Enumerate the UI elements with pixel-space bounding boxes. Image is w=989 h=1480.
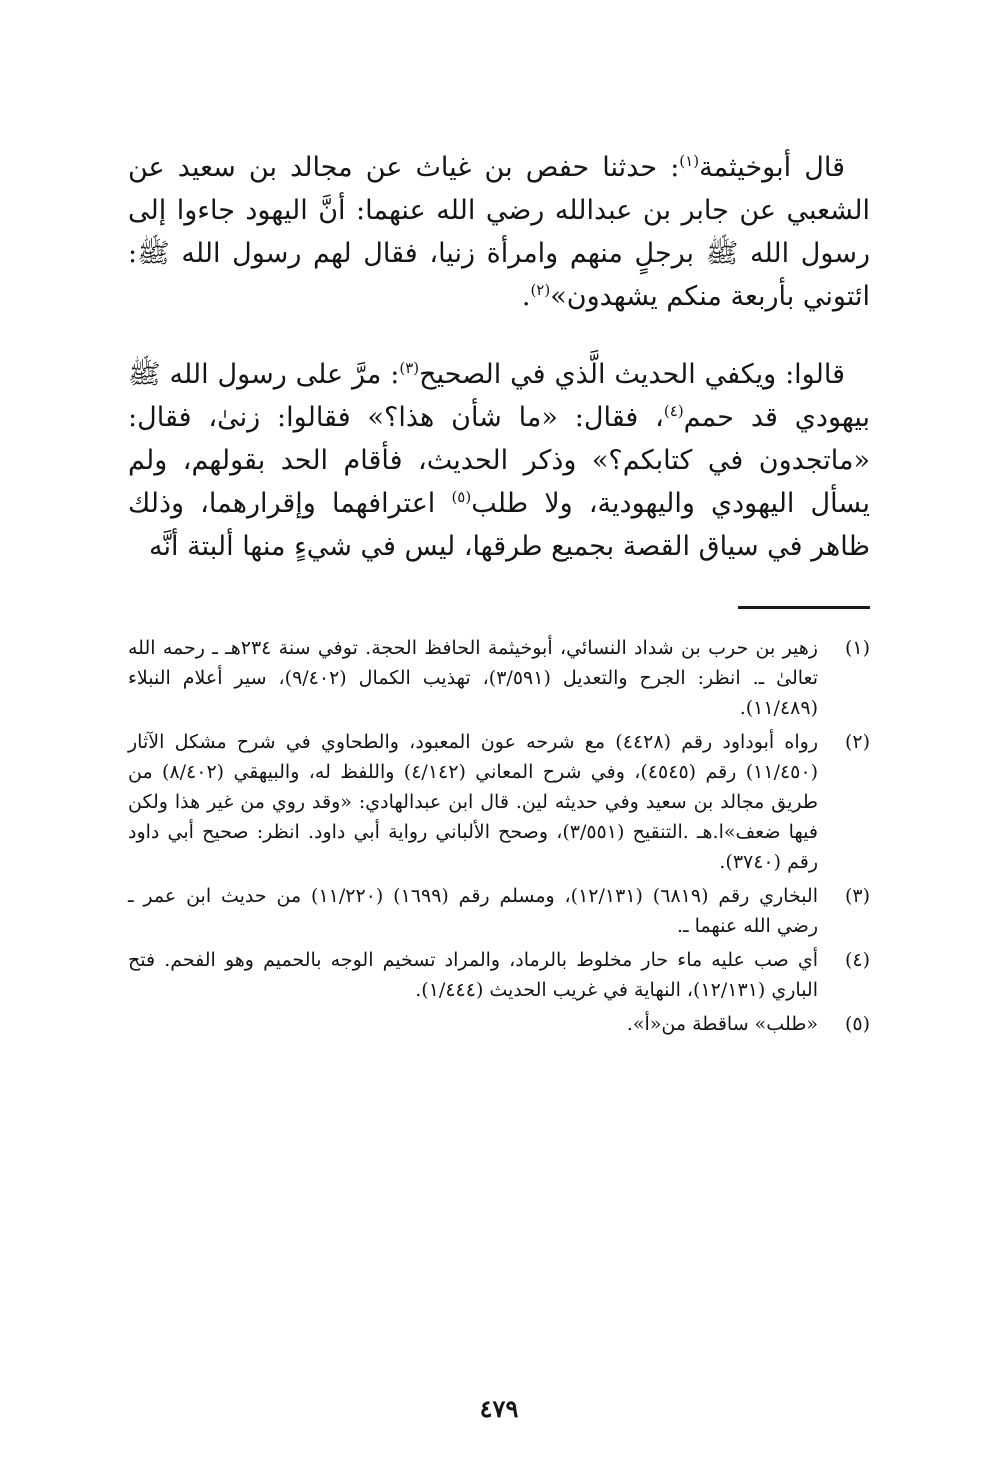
footnote-divider bbox=[738, 606, 870, 609]
text-run: قالوا: ويكفي الحديث الَّذي في الصحيح bbox=[419, 359, 845, 390]
text-run: اعترافهما وإقرارهما، وذلك ظاهر في سياق القصة بجميع طرقها، ليس في شيءٍ منها ألبتة أنَّه bbox=[128, 488, 870, 562]
paragraph-2 bbox=[128, 353, 870, 568]
footnote-number: (١) bbox=[844, 637, 870, 659]
footnote-ref-2[interactable]: (٢) bbox=[530, 281, 551, 299]
text-run: . bbox=[521, 281, 531, 312]
footnote-number: (٣) bbox=[844, 885, 870, 907]
footnote-5 bbox=[128, 1009, 870, 1039]
footnote-number: (٢) bbox=[844, 731, 870, 753]
book-page bbox=[128, 146, 870, 1423]
footnote-4 bbox=[128, 945, 870, 1005]
text-run: ، فقال: «ما شأن هذا؟» فقالوا: زنىٰ، فقال: «ماتجدون في كتابكم؟» وذكر الحديث، فأقام الحد بقولهم، ولم يسأل اليهودي واليهودية، ولا طلب bbox=[128, 402, 870, 519]
footnote-ref-5[interactable]: (٥) bbox=[451, 488, 472, 506]
main-text bbox=[128, 146, 870, 568]
footnote-text: رواه أبوداود رقم (٤٤٢٨) مع شرحه عون المعبود، والطحاوي في شرح مشكل الآثار (١١/٤٥٠) رقم (٤٥٤٥)، وفي شرح المعاني (٤/١٤٢) واللفظ له، والبيهقي (٨/٤٠٢) من طريق مجالد بن سعيد وفي حديثه لين. قال ابن عبدالهادي: «وقد روي من غير هذا ولكن فيها ضعف»ا.هـ .التنقيح (٣/٥٥١)، وصحح الألباني رواية أبي داود. انظر: صحيح أبي داود رقم (٣٧٤٠). bbox=[128, 731, 819, 873]
footnote-number: (٥) bbox=[844, 1013, 870, 1035]
footnote-number: (٤) bbox=[844, 949, 870, 971]
footnote-ref-3[interactable]: (٣) bbox=[399, 359, 420, 377]
text-run: : مرَّ على رسول الله ﷺ بيهودي قد حمم bbox=[128, 359, 870, 433]
footnote-ref-1[interactable]: (١) bbox=[679, 152, 700, 170]
footnote-text: أي صب عليه ماء حار مخلوط بالرماد، والمراد تسخيم الوجه بالحميم وهو الفحم. فتح الباري (١٢/١٣١)، النهاية في غريب الحديث (١/٤٤٤). bbox=[128, 949, 818, 1001]
footnote-2 bbox=[128, 727, 870, 877]
page-number: ٤٧٩ bbox=[479, 1394, 519, 1423]
text-run: : حدثنا حفص بن غياث عن مجالد بن سعيد عن الشعبي عن جابر بن عبدالله رضي الله عنهما: أنَّ اليهود جاءوا إلى رسول الله ﷺ برجلٍ منهم وامرأة زنيا، فقال لهم رسول الله ﷺ: ائتوني بأربعة منكم يشهدون» bbox=[128, 152, 870, 312]
footnote-ref-4[interactable]: (٤) bbox=[663, 402, 684, 420]
text-run: قال أبوخيثمة bbox=[699, 152, 845, 183]
footnotes bbox=[128, 633, 870, 1039]
footnote-text: «طلب» ساقطة من«أ». bbox=[626, 1013, 818, 1035]
paragraph-1 bbox=[128, 146, 870, 318]
footnote-1 bbox=[128, 633, 870, 723]
footnote-text: زهير بن حرب بن شداد النسائي، أبوخيثمة الحافظ الحجة. توفي سنة ٢٣٤هـ ـ رحمه الله تعالىٰ ـ. انظر: الجرح والتعديل (٣/٥٩١)، تهذيب الكمال (٩/٤٠٢)، سير أعلام النبلاء (١١/٤٨٩). bbox=[128, 637, 819, 719]
footnote-text: البخاري رقم (٦٨١٩) (١٢/١٣١)، ومسلم رقم (١٦٩٩) (١١/٢٢٠) من حديث ابن عمر ـ رضي الله عنهما ـ. bbox=[128, 885, 819, 937]
footnote-3 bbox=[128, 881, 870, 941]
